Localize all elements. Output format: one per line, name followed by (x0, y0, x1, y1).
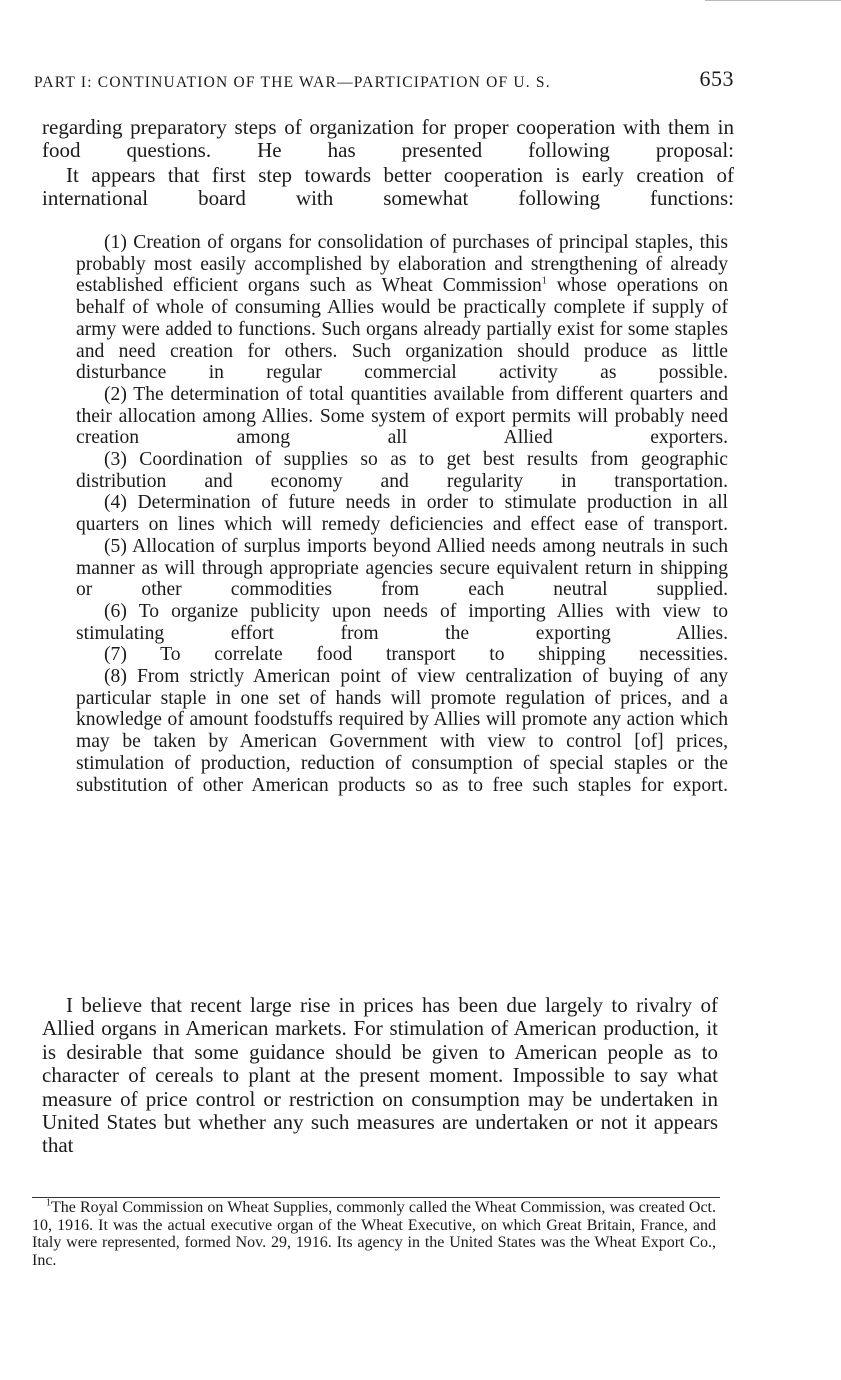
lead-paragraph: regarding preparatory steps of organization for proper cooperation with them in food questions. He has presented following proposal: (42, 115, 734, 163)
footnote-marker: 1 (46, 1197, 51, 1209)
intro-paragraph: It appears that first step towards better cooperation is early creation of international board with somewhat following functions: (42, 163, 734, 211)
list-item-2: (2) The determination of total quantities available from different quarters and their allocation among Allies. Some system of export permits will probably need creation among all Allied exporters. (76, 383, 728, 449)
functions-list (76, 232, 728, 796)
closing-paragraph: I believe that recent large rise in prices has been due largely to rivalry of Allied organs in American markets. For stimulation of American production, it is desirable that some guidance should be given to American people as to character of cereals to plant at the present moment. Impossible to say what measure of price control or restriction on consumption may be undertaken in United States but whether any such measures are undertaken or not it appears that (42, 993, 718, 1158)
running-header (34, 66, 734, 100)
intro-paragraph-block (42, 164, 734, 211)
list-item-1 (76, 232, 728, 384)
footnote (32, 1199, 716, 1269)
closing-paragraph-block (42, 994, 718, 1158)
footnote-divider (32, 1197, 720, 1198)
list-item-1-text-after-note: whose operations on behalf of whole of consuming Allies would be practically complete if supply of army were added to functions. Such organs already partially exist for some staples and need creation for others. Such organization should produce as little disturbance in regular commercial activity as possible. (76, 275, 728, 384)
list-item-8: (8) From strictly American point of view centralization of buying of any particular staple in one set of hands will promote regulation of prices, and a knowledge of amount foodstuffs required by Allies will promote any action which may be taken by American Government with view to control [of] prices, stimulation of production, reduction of consumption of special staples or the substitution of other American products so as to free such staples for export. (76, 666, 728, 796)
list-item-5: (5) Allocation of surplus imports beyond Allied needs among neutrals in such manner as will through appropriate agencies secure equivalent return in shipping or other commodities from each neutral supplied. (76, 535, 728, 601)
list-item-1-text-before-note: (1) Creation of organs for consolidation of purchases of principal staples, this probably most easily accomplished by elaboration and strengthening of already established efficient organs such as Wheat Commission (76, 232, 728, 297)
lead-paragraph-block (42, 116, 734, 163)
list-item-7: (7) To correlate food transport to shipping necessities. (104, 644, 728, 666)
page-number: 653 (699, 66, 734, 91)
list-item-3: (3) Coordination of supplies so as to get best results from geographic distribution and economy and regularity in transportation. (76, 449, 728, 492)
footnote-text: The Royal Commission on Wheat Supplies, commonly called the Wheat Commission, was created Oct. 10, 1916. It was the actual executive organ of the Wheat Executive, on which Great Britain, France, and Italy were represented, formed Nov. 29, 1916. Its agency in the United States was the Wheat Export Co., Inc. (32, 1199, 716, 1269)
top-edge-rule (705, 0, 841, 1)
list-item-6: (6) To organize publicity upon needs of importing Allies with view to stimulating effort from the exporting Allies. (76, 600, 728, 644)
list-item-4: (4) Determination of future needs in order to stimulate production in all quarters on lines which will remedy deficiencies and effect ease of transport. (76, 492, 728, 536)
running-header-title: PART I: CONTINUATION OF THE WAR—PARTICIPATION OF U. S. (34, 74, 551, 91)
footnote-reference[interactable]: 1 (541, 275, 547, 287)
